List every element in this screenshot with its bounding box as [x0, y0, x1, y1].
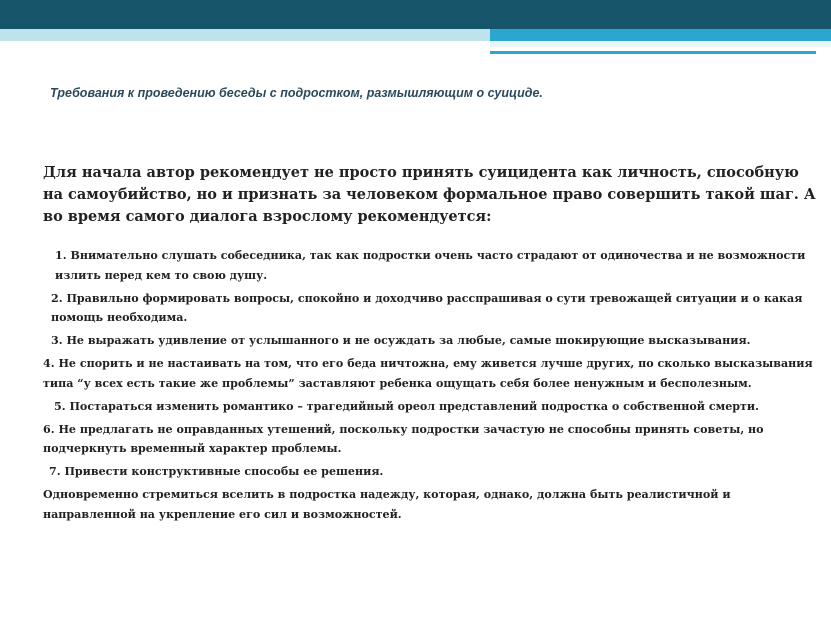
- list-item: 6. Не предлагать не оправданных утешений, поскольку подростки зачастую не способны принять советы, но подчеркнуть временный характер проблемы.: [43, 422, 764, 455]
- header-bar: [0, 0, 831, 29]
- header-accent-line: [490, 41, 831, 47]
- list-item: 7. Привести конструктивные способы ее решения.: [49, 465, 384, 478]
- list-item: 5. Постараться изменить романтико – трагедийный ореол представлений подростка о собственной смерти.: [54, 399, 760, 413]
- header-accent-right: [490, 29, 831, 41]
- header-accent-left: [0, 29, 490, 41]
- list-item: 1. Внимательно слушать собеседника, так как подростки очень часто страдают от одиночества и не возможности излить перед кем то свою душу.: [55, 249, 806, 282]
- header-thin-stripe: [490, 51, 816, 54]
- list-item: 2. Правильно формировать вопросы, спокойно и доходчиво расспрашивая о сути тревожащей ситуации и о какая помощь необходима.: [51, 291, 803, 324]
- slide-subtitle: Требования к проведению беседы с подростком, размышляющим о суициде.: [50, 86, 543, 100]
- recommendations-list: [43, 246, 813, 524]
- intro-paragraph: Для начала автор рекомендует не просто принять суицидента как личность, способную на самоубийство, но и признать за человеком формальное право совершить такой шаг. А во время самого диалога взрослому рекомендуется:: [43, 164, 816, 225]
- list-item: 3. Не выражать удивление от услышанного и не осуждать за любые, самые шокирующие высказывания.: [51, 334, 751, 347]
- closing-paragraph: Одновременно стремиться вселить в подростка надежду, которая, однако, должна быть реалистичной и направленной на укрепление его сил и возможностей.: [43, 488, 731, 521]
- list-item: 4. Не спорить и не настаивать на том, что его беда ничтожна, ему живется лучше других, по сколько высказывания типа “у всех есть такие же проблемы” заставляют ребенка ощущать себя более ненужным и бесполезным.: [43, 357, 813, 390]
